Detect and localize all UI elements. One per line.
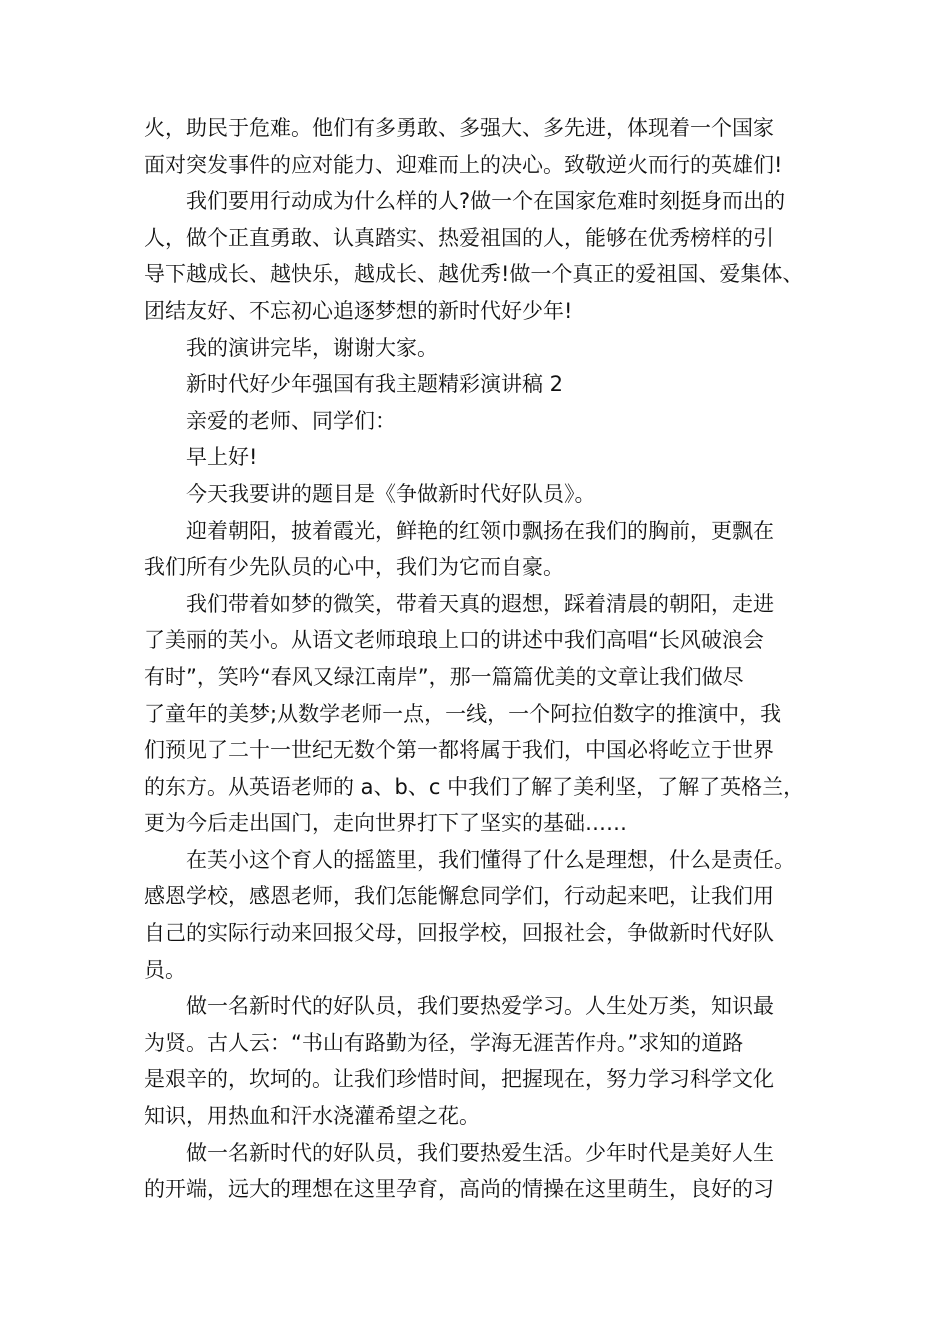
document-body (144, 110, 834, 1208)
text-line: 团结友好、不忘初心追逐梦想的新时代好少年! (144, 298, 573, 323)
text-line: 的开端，远大的理想在这里孕育，高尚的情操在这里萌生，良好的习 (144, 1177, 774, 1202)
text-line: 们预见了二十一世纪无数个第一都将属于我们，中国必将屹立于世界 (144, 738, 774, 763)
text-line: 做一名新时代的好队员，我们要热爱学习。人生处万类，知识最 (186, 994, 774, 1019)
text-line: 导下越成长、越快乐，越成长、越优秀!做一个真正的爱祖国、爱集体、 (144, 262, 804, 287)
text-line: 我们带着如梦的微笑，带着天真的遐想，踩着清晨的朝阳，走进 (186, 591, 774, 616)
text-line: 我们要用行动成为什么样的人?做一个在国家危难时刻挺身而出的 (186, 189, 786, 214)
text-line: 自己的实际行动来回报父母，回报学校，回报社会，争做新时代好队 (144, 921, 774, 946)
text-line: 了童年的美梦;从数学老师一点，一线，一个阿拉伯数字的推演中，我 (144, 701, 782, 726)
text-line: 有时”，笑吟“春风又绿江南岸”，那一篇篇优美的文章让我们做尽 (144, 664, 744, 689)
text-line: 在芙小这个育人的摇篮里，我们懂得了什么是理想，什么是责任。 (186, 847, 795, 872)
text-line: 我们所有少先队员的心中，我们为它而自豪。 (144, 555, 564, 580)
text-line: 员。 (144, 957, 186, 982)
text-line: 新时代好少年强国有我主题精彩演讲稿 2 (186, 372, 564, 397)
text-line: 早上好! (186, 445, 258, 470)
text-line: 的东方。从英语老师的 a、b、c 中我们了解了美利坚，了解了英格兰， (144, 774, 805, 799)
text-line: 面对突发事件的应对能力、迎难而上的决心。致敬逆火而行的英雄们! (144, 152, 783, 177)
text-line: 火，助民于危难。他们有多勇敢、多强大、多先进，体现着一个国家 (144, 116, 774, 140)
text-line: 迎着朝阳，披着霞光，鲜艳的红领巾飘扬在我们的胸前，更飘在 (186, 518, 774, 543)
text-line: 人，做个正直勇敢、认真踏实、热爱祖国的人，能够在优秀榜样的引 (144, 225, 774, 250)
text-line: 感恩学校，感恩老师，我们怎能懈怠同学们，行动起来吧，让我们用 (144, 884, 774, 909)
text-line: 做一名新时代的好队员，我们要热爱生活。少年时代是美好人生 (186, 1140, 774, 1165)
text-line: 今天我要讲的题目是《争做新时代好队员》。 (186, 481, 596, 506)
text-line: 更为今后走出国门，走向世界打下了坚实的基础…… (144, 811, 627, 836)
text-line: 是艰辛的，坎坷的。让我们珍惜时间，把握现在，努力学习科学文化 (144, 1067, 774, 1092)
text-line: 我的演讲完毕，谢谢大家。 (186, 335, 438, 360)
text-line: 了美丽的芙小。从语文老师琅琅上口的讲述中我们高唱“长风破浪会 (144, 628, 764, 653)
text-line: 亲爱的老师、同学们： (186, 408, 396, 433)
text-line: 为贤。古人云：“书山有路勤为径，学海无涯苦作舟。”求知的道路 (144, 1030, 744, 1055)
text-line: 知识，用热血和汗水浇灌希望之花。 (144, 1104, 480, 1129)
